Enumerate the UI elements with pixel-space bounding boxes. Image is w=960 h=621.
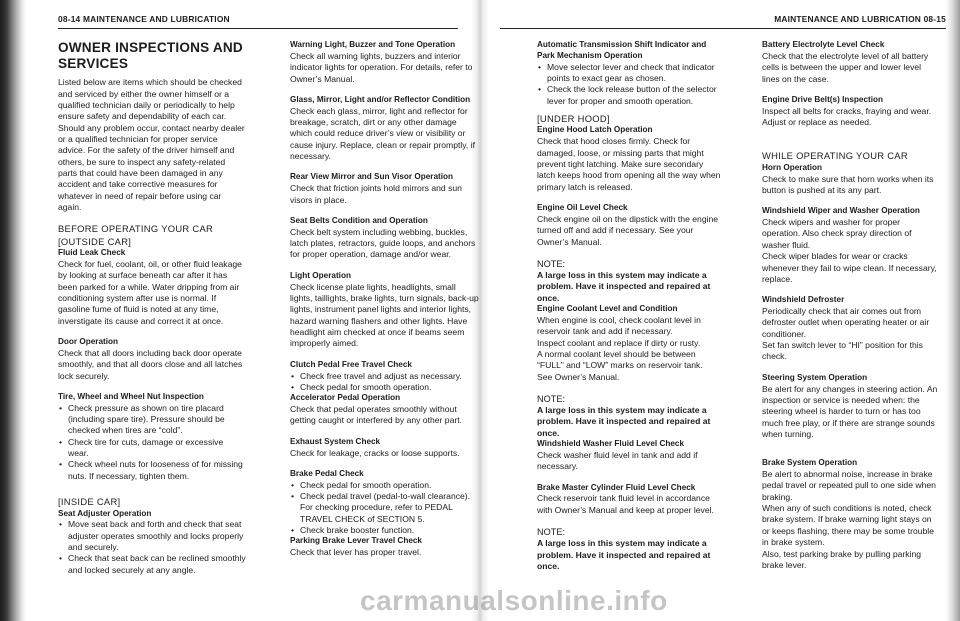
note-label: NOTE: xyxy=(537,258,566,269)
steering-heading: Steering System Operation xyxy=(762,372,868,382)
parking-brake-heading: Parking Brake Lever Travel Check xyxy=(290,536,422,546)
light-operation-text: Check license plate lights, headlights, small lights, taillights, brake lights, turn signals, back-up lights, instrument panel lights and interior lights, hazard warning flashers and other lights. Have headlight aim checked at once if beams seem improperly aimed. xyxy=(290,281,479,349)
note-text: A large loss in this system may indicate a problem. Have it inspected and repaired at once. xyxy=(537,538,711,571)
column-3 xyxy=(537,40,722,572)
seat-adjuster-heading: Seat Adjuster Operation xyxy=(58,508,152,518)
tire-list xyxy=(58,403,246,482)
wiper-text: Check wipers and washer for proper operation. Also check spray direction of washer fluid. xyxy=(762,217,912,250)
exhaust-text: Check for leakage, cracks or loose supports. xyxy=(290,447,460,458)
brake-system-heading: Brake System Operation xyxy=(762,458,858,468)
engine-oil-heading: Engine Oil Level Check xyxy=(537,202,628,212)
accelerator-text: Check that pedal operates smoothly without getting caught or interfered by any other part. xyxy=(290,404,462,426)
clutch-pedal-list xyxy=(290,371,480,394)
page-binding-shadow-right xyxy=(946,0,960,621)
auto-transmission-heading: Automatic Transmission Shift Indicator and Park Mechanism Operation xyxy=(537,40,707,60)
coolant-text: When engine is cool, check coolant level in reservoir tank and add if necessary. xyxy=(537,314,701,337)
brake-system-text: Be alert to abnormal noise, increase in brake pedal travel or repeated pull to one side when braking. xyxy=(762,469,936,502)
brake-fluid-heading: Brake Master Cylinder Fluid Level Check xyxy=(537,482,696,492)
light-operation-heading: Light Operation xyxy=(290,270,351,280)
list-item: • Check that seat back can be reclined smoothly and locked securely at any angle. xyxy=(58,553,246,576)
defroster-heading: Windshield Defroster xyxy=(762,295,845,305)
rear-view-text: Check that friction joints hold mirrors and sun visors in place. xyxy=(290,183,462,205)
hood-latch-text: Check that hood closes firmly. Check for damaged, loose, or missing parts that might prevent tight latching. Make sure secondary latch keeps hood from opening all the way when primary latch is released. xyxy=(537,136,721,192)
battery-heading: Battery Electrolyte Level Check xyxy=(762,40,885,49)
engine-oil-text: Check engine oil on the dipstick with the engine turned off and add if necessary. See your Owner’s Manual. xyxy=(537,213,719,247)
horn-heading: Horn Operation xyxy=(762,162,823,172)
watermark-text: carmanualsonline.info xyxy=(360,585,668,616)
tire-heading: Tire, Wheel and Wheel Nut Inspection xyxy=(58,391,204,401)
warning-light-heading: Warning Light, Buzzer and Tone Operation xyxy=(290,40,456,49)
drive-belt-text: Inspect all belts for cracks, fraying and wear. Adjust or replace as needed. xyxy=(762,105,932,128)
wiper-heading: Windshield Wiper and Washer Operation xyxy=(762,206,920,216)
brake-system-text: Also, test parking brake by pulling parking brake lever. xyxy=(762,548,922,570)
horn-text: Check to make sure that horn works when its button is pushed at its any part. xyxy=(762,173,934,195)
coolant-text: See Owner’s Manual. xyxy=(537,371,620,382)
list-item: • Check free travel and adjust as necessary. xyxy=(290,371,480,382)
note-text: A large loss in this system may indicate a problem. Have it inspected and repaired at once. xyxy=(537,269,711,303)
while-operating-heading: WHILE OPERATING YOUR CAR xyxy=(762,150,908,162)
column-1 xyxy=(58,40,246,576)
page-header-left: 08-14 MAINTENANCE AND LUBRICATION xyxy=(58,14,458,29)
brake-pedal-list xyxy=(290,480,480,503)
door-operation-heading: Door Operation xyxy=(58,337,119,347)
coolant-text: Inspect coolant and replace if dirty or rusty. xyxy=(537,337,701,348)
warning-light-text: Check all warning lights, buzzers and interior indicator lights for operation. For details, refer to Owner’s Manual. xyxy=(290,50,473,84)
accelerator-heading: Accelerator Pedal Operation xyxy=(290,393,401,403)
steering-text: Be alert for any changes in steering action. An inspection or service is needed when: the steering wheel is harder to turn or has too much free play, or if there are strange sounds when turning. xyxy=(762,383,938,439)
coolant-heading: Engine Coolant Level and Condition xyxy=(537,304,678,314)
parking-brake-text: Check that lever has proper travel. xyxy=(290,547,422,558)
glass-mirror-heading: Glass, Mirror, Light and/or Reflector Condition xyxy=(290,94,471,104)
note-label: NOTE: xyxy=(537,527,566,538)
note-label: NOTE: xyxy=(537,393,566,404)
under-hood-heading: [UNDER HOOD] xyxy=(537,113,610,125)
hood-latch-heading: Engine Hood Latch Operation xyxy=(537,125,653,135)
list-item: • Check pedal for smooth operation. xyxy=(290,480,480,491)
coolant-text: A normal coolant level should be between “FULL” and “LOW” marks on reservoir tank. xyxy=(537,348,703,371)
page-binding-shadow-left xyxy=(0,0,26,621)
fluid-leak-text: Check for fuel, coolant, oil, or other fluid leakage by looking at surface beneath car after it has been parked for a while. Water dripping from air conditioning system after use is normal. If gasoline fume of fluid is noted at any time, inverstigate its cause and correct it at once. xyxy=(58,259,242,326)
column-2 xyxy=(290,40,480,559)
washer-fluid-heading: Windshield Washer Fluid Level Check xyxy=(537,439,685,449)
washer-fluid-text: Check washer fluid level in tank and add if necessary. xyxy=(537,449,698,472)
inside-car-heading: [INSIDE CAR] xyxy=(58,496,121,508)
seat-belts-heading: Seat Belts Condition and Operation xyxy=(290,215,428,225)
list-item: • Check the lock release button of the selector lever for proper and smooth operation. xyxy=(537,84,722,107)
drive-belt-heading: Engine Drive Belt(s) Inspection xyxy=(762,94,884,104)
section-title: OWNER INSPECTIONS AND SERVICES xyxy=(58,40,243,71)
seat-belts-text: Check belt system including webbing, buckles, latch plates, retractors, guide loops, and anchors for proper operation, damage and/or wear. xyxy=(290,226,476,260)
brake-system-text: When any of such conditions is noted, check brake system. If brake warning light stays on or keeps flashing, there may be some trouble in brake system. xyxy=(762,503,934,548)
battery-text: Check that the electrolyte level of all battery cells is between the upper and lower level lines on the case. xyxy=(762,50,929,84)
column-4 xyxy=(762,40,940,571)
page-header-right: MAINTENANCE AND LUBRICATION 08-15 xyxy=(500,14,946,29)
auto-transmission-list xyxy=(537,62,722,107)
seat-adjuster-list xyxy=(58,519,246,576)
list-item: • Check tire for cuts, damage or excessive wear. xyxy=(58,437,246,460)
before-operating-heading: BEFORE OPERATING YOUR CAR xyxy=(58,223,214,235)
rear-view-heading: Rear View Mirror and Sun Visor Operation xyxy=(290,172,454,182)
brake-booster-list xyxy=(290,525,480,536)
list-item: • Check wheel nuts for looseness of for missing nuts. If necessary, tighten them. xyxy=(58,459,246,482)
intro-paragraph: Listed below are items which should be checked and serviced by either the owner himself or a qualified technician daily or periodically to help ensure safety and dependability of each car. Should any problem occur, contact nearby dealer or a qualified technician for proper service advice. For the safety of the driver himself and others, be sure to inspect any safety-related parts that could have been damaged in any accident and take corrective measures for whatever in need of repair before using car again. xyxy=(58,77,245,213)
defroster-text: Periodically check that air comes out from defroster outlet when operating heater or air conditioner. xyxy=(762,306,930,339)
brake-fluid-text: Check reservoir tank fluid level in accordance with Owner’s Manual and keep at proper level. xyxy=(537,493,714,515)
fluid-leak-heading: Fluid Leak Check xyxy=(58,248,126,258)
wiper-text: Check wiper blades for wear or cracks whenever they fail to wipe clean. If necessary, replace. xyxy=(762,251,937,284)
note-text: A large loss in this system may indicate a problem. Have it inspected and repaired at once. xyxy=(537,405,711,438)
list-item: • Move selector lever and check that indicator points to exact gear as chosen. xyxy=(537,62,722,85)
list-item: • Check brake booster function. xyxy=(290,525,480,536)
glass-mirror-text: Check each glass, mirror, light and reflector for breakage, scratch, dirt or any other damage which could reduce driver’s view or visibility or cause injury. Replace, clean or repair promptly, if necessary. xyxy=(290,105,476,162)
pedal-travel-reference: For checking procedure, refer to PEDAL TRAVEL CHECK of SECTION 5. xyxy=(300,502,453,524)
list-item: • Check pressure as shown on tire placard (including spare tire). Pressure should be checked when tires are “cold”. xyxy=(58,403,246,437)
brake-pedal-heading: Brake Pedal Check xyxy=(290,468,364,478)
list-item: • Move seat back and forth and check that seat adjuster operates smoothly and locks properly and securely. xyxy=(58,519,246,553)
door-operation-text: Check that all doors including back door operate smoothly, and that all doors close and all latches lock securely. xyxy=(58,347,243,381)
exhaust-heading: Exhaust System Check xyxy=(290,436,381,446)
list-item: • Check pedal for smooth operation. xyxy=(290,382,480,393)
defroster-text: Set fan switch lever to “HI” position for this check. xyxy=(762,340,923,362)
list-item: • Check pedal travel (pedal-to-wall clearance). xyxy=(290,491,480,502)
clutch-pedal-heading: Clutch Pedal Free Travel Check xyxy=(290,359,412,369)
outside-car-heading: [OUTSIDE CAR] xyxy=(58,235,132,247)
